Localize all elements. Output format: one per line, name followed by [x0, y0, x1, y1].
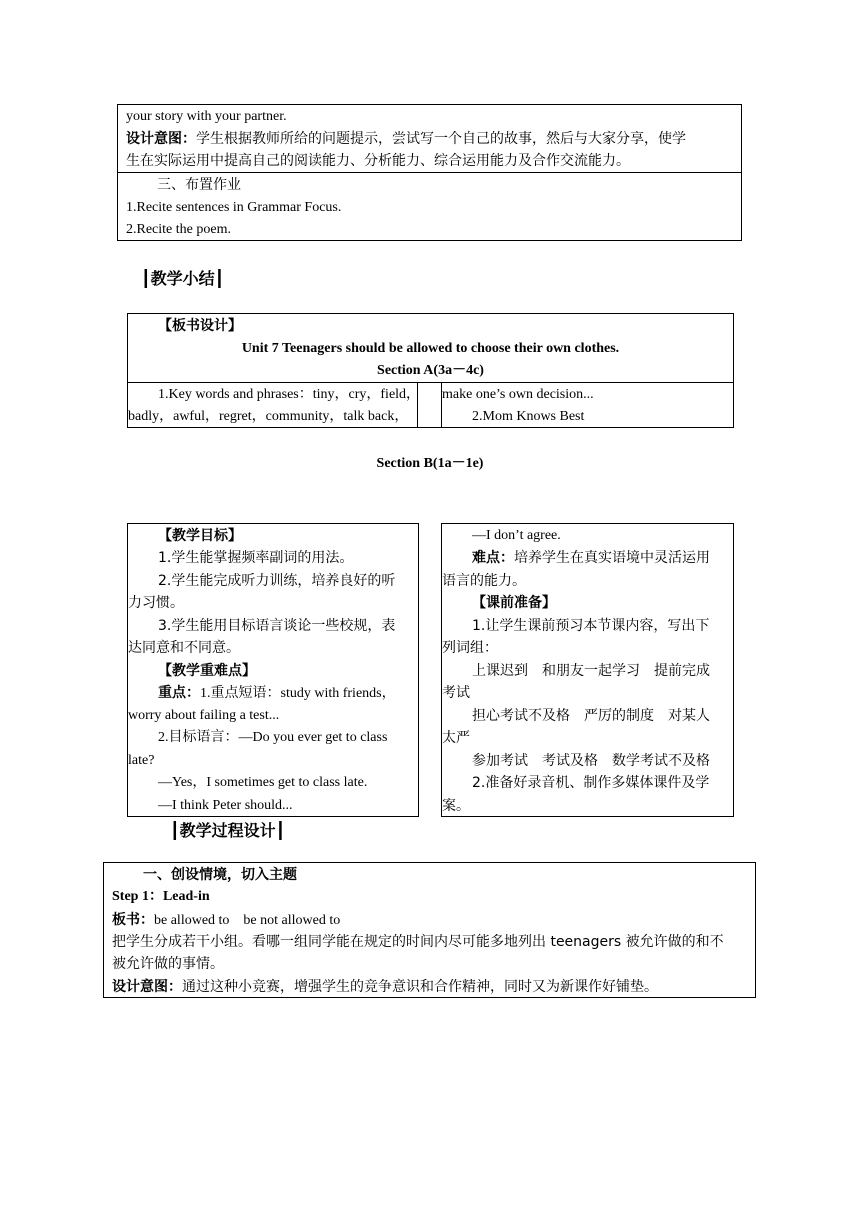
board-text: be allowed to be not allowed to	[154, 913, 341, 928]
goals-title: 【教学目标】	[158, 528, 242, 544]
prep-2a: 2.准备好录音机、制作多媒体课件及学	[472, 775, 710, 791]
top-box-divider	[117, 172, 742, 173]
goal-2a: 2.学生能完成听力训练，培养良好的听	[158, 573, 396, 589]
board-box-divider	[127, 382, 734, 383]
goal-3a: 3.学生能用目标语言谈论一些校规，表	[158, 618, 396, 634]
goal-2b: 力习惯。	[128, 595, 184, 611]
key-label: 重点：	[158, 685, 200, 701]
process-design-text: 通过这种小竞赛，增强学生的竞争意识和合作精神，同时又为新课作好铺垫。	[182, 979, 658, 995]
board-right-1: make one’s own decision...	[442, 387, 594, 402]
key-point-4: —I think Peter should...	[158, 798, 293, 813]
key-1a-text: 1.重点短语：study with friends，	[200, 686, 396, 701]
difficulty-text-b: 语言的能力。	[442, 573, 526, 589]
difficulty-text: 培养学生在真实语境中灵活运用	[514, 550, 710, 566]
board-left-1: 1.Key words and phrases：tiny，cry，field，	[158, 387, 421, 402]
words-2a: 担心考试不及格 严厉的制度 对某人	[472, 708, 710, 724]
key-point-2a: 2.目标语言：—Do you ever get to class	[158, 730, 388, 745]
board-title: 【板书设计】	[158, 318, 242, 334]
homework-title: 三、布置作业	[157, 177, 241, 193]
goal-3b: 达同意和不同意。	[128, 640, 240, 656]
process-design-intent	[112, 976, 658, 998]
board-right-2: 2.Mom Knows Best	[472, 409, 585, 424]
goal-1: 1.学生能掌握频率副词的用法。	[158, 550, 354, 566]
prep-1a: 1.让学生课前预习本节课内容，写出下	[472, 618, 710, 634]
design-text: 学生根据教师所给的问题提示，尝试写一个自己的故事，然后与大家分享，使学	[196, 131, 686, 147]
homework-item-2: 2.Recite the poem.	[126, 222, 231, 237]
activity-desc-2: 被允许做的事情。	[112, 956, 224, 972]
words-1b: 考试	[442, 685, 470, 701]
process-design-label: 设计意图：	[112, 979, 182, 995]
story-line: your story with your partner.	[126, 109, 287, 124]
difficulty-line	[472, 547, 710, 569]
prep-1b: 列词组：	[442, 640, 498, 656]
difficulty-label: 难点：	[472, 550, 514, 566]
prep-2b: 案。	[442, 798, 470, 814]
words-2b: 太严	[442, 730, 470, 746]
design-text-continued: 生在实际运用中提高自己的阅读能力、分析能力、综合运用能力及合作交流能力。	[126, 153, 630, 169]
words-3: 参加考试 考试及格 数学考试不及格	[472, 753, 710, 769]
key-points-title: 【教学重难点】	[158, 663, 256, 679]
disagree-line: —I don’t agree.	[472, 528, 561, 543]
homework-item-1: 1.Recite sentences in Grammar Focus.	[126, 200, 342, 215]
section-a-title: Section A(3a－4c)	[377, 363, 484, 378]
prep-title: 【课前准备】	[472, 595, 556, 611]
design-label: 设计意图：	[126, 131, 196, 147]
process-heading: ┃教学过程设计┃	[170, 821, 286, 840]
key-point-1	[158, 682, 396, 705]
design-intent	[126, 128, 686, 150]
words-1a: 上课迟到 和朋友一起学习 提前完成	[472, 663, 710, 679]
activity-desc-1: 把学生分成若干小组。看哪一组同学能在规定的时间内尽可能多地列出 teenagers 被允许做的和不	[112, 934, 724, 950]
board-line	[112, 909, 340, 932]
key-point-2b: late?	[128, 753, 155, 768]
key-point-1b: worry about failing a test...	[128, 708, 280, 723]
step-1: Step 1：Lead-in	[112, 889, 210, 904]
process-title: 一、创设情境，切入主题	[143, 867, 297, 883]
board-left-2: badly，awful，regret，community，talk back，	[128, 409, 409, 424]
unit-title: Unit 7 Teenagers should be allowed to choose their own clothes.	[241, 341, 620, 356]
section-b-title: Section B(1a－1e)	[376, 456, 484, 471]
key-point-3: —Yes，I sometimes get to class late.	[158, 775, 368, 790]
board-label: 板书：	[112, 912, 154, 928]
summary-heading: ┃教学小结┃	[141, 269, 225, 288]
